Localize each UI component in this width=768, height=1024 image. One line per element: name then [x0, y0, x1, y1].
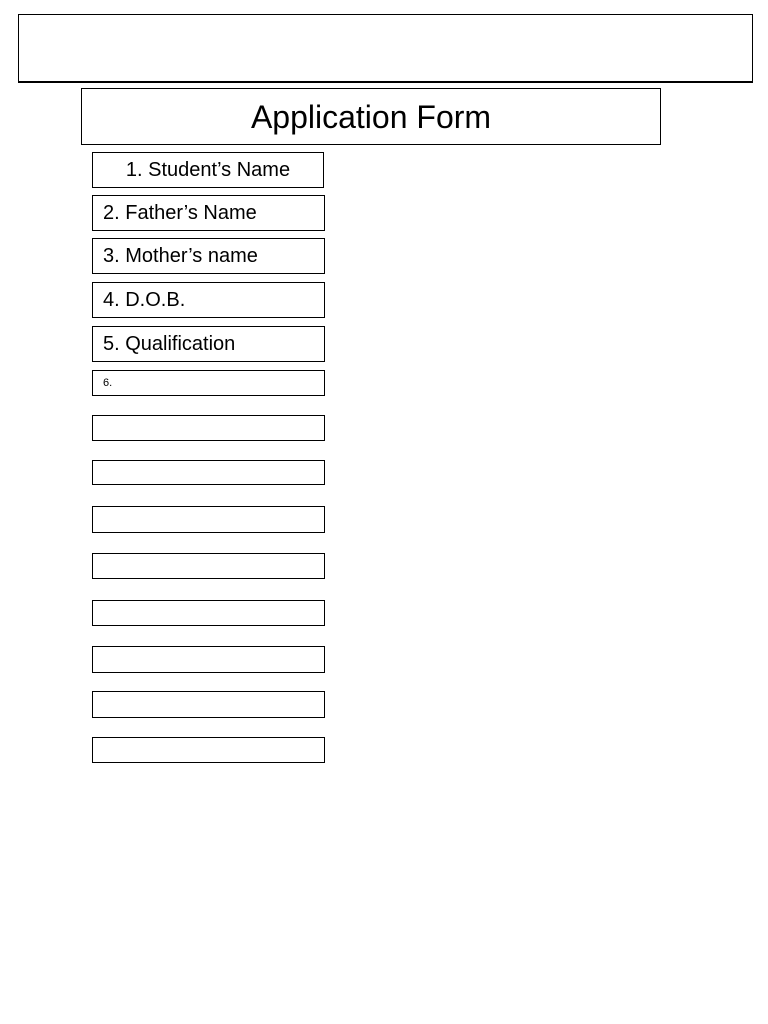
blank-field-box [92, 553, 325, 579]
header-banner-box [18, 14, 753, 82]
field-dob [92, 282, 325, 318]
field-label: 2. Father’s Name [103, 202, 257, 224]
blank-field-box [92, 600, 325, 626]
field-label: 5. Qualification [103, 333, 236, 355]
blank-field-box [92, 646, 325, 673]
field-label: 1. Student’s Name [125, 159, 291, 181]
field-label: 6. [103, 376, 113, 389]
blank-field-box [92, 691, 325, 718]
blank-field-box [92, 506, 325, 533]
form-title-box [81, 88, 661, 145]
blank-field-box [92, 460, 325, 485]
field-label: 3. Mother’s name [103, 245, 258, 267]
field-qualification [92, 326, 325, 362]
blank-field-box [92, 415, 325, 441]
blank-field-box [92, 737, 325, 763]
field-mother-name [92, 238, 325, 274]
form-title: Application Form [250, 98, 492, 135]
field-6 [92, 370, 325, 396]
field-student-name [92, 152, 324, 188]
field-label: 4. D.O.B. [103, 289, 186, 311]
field-father-name [92, 195, 325, 231]
